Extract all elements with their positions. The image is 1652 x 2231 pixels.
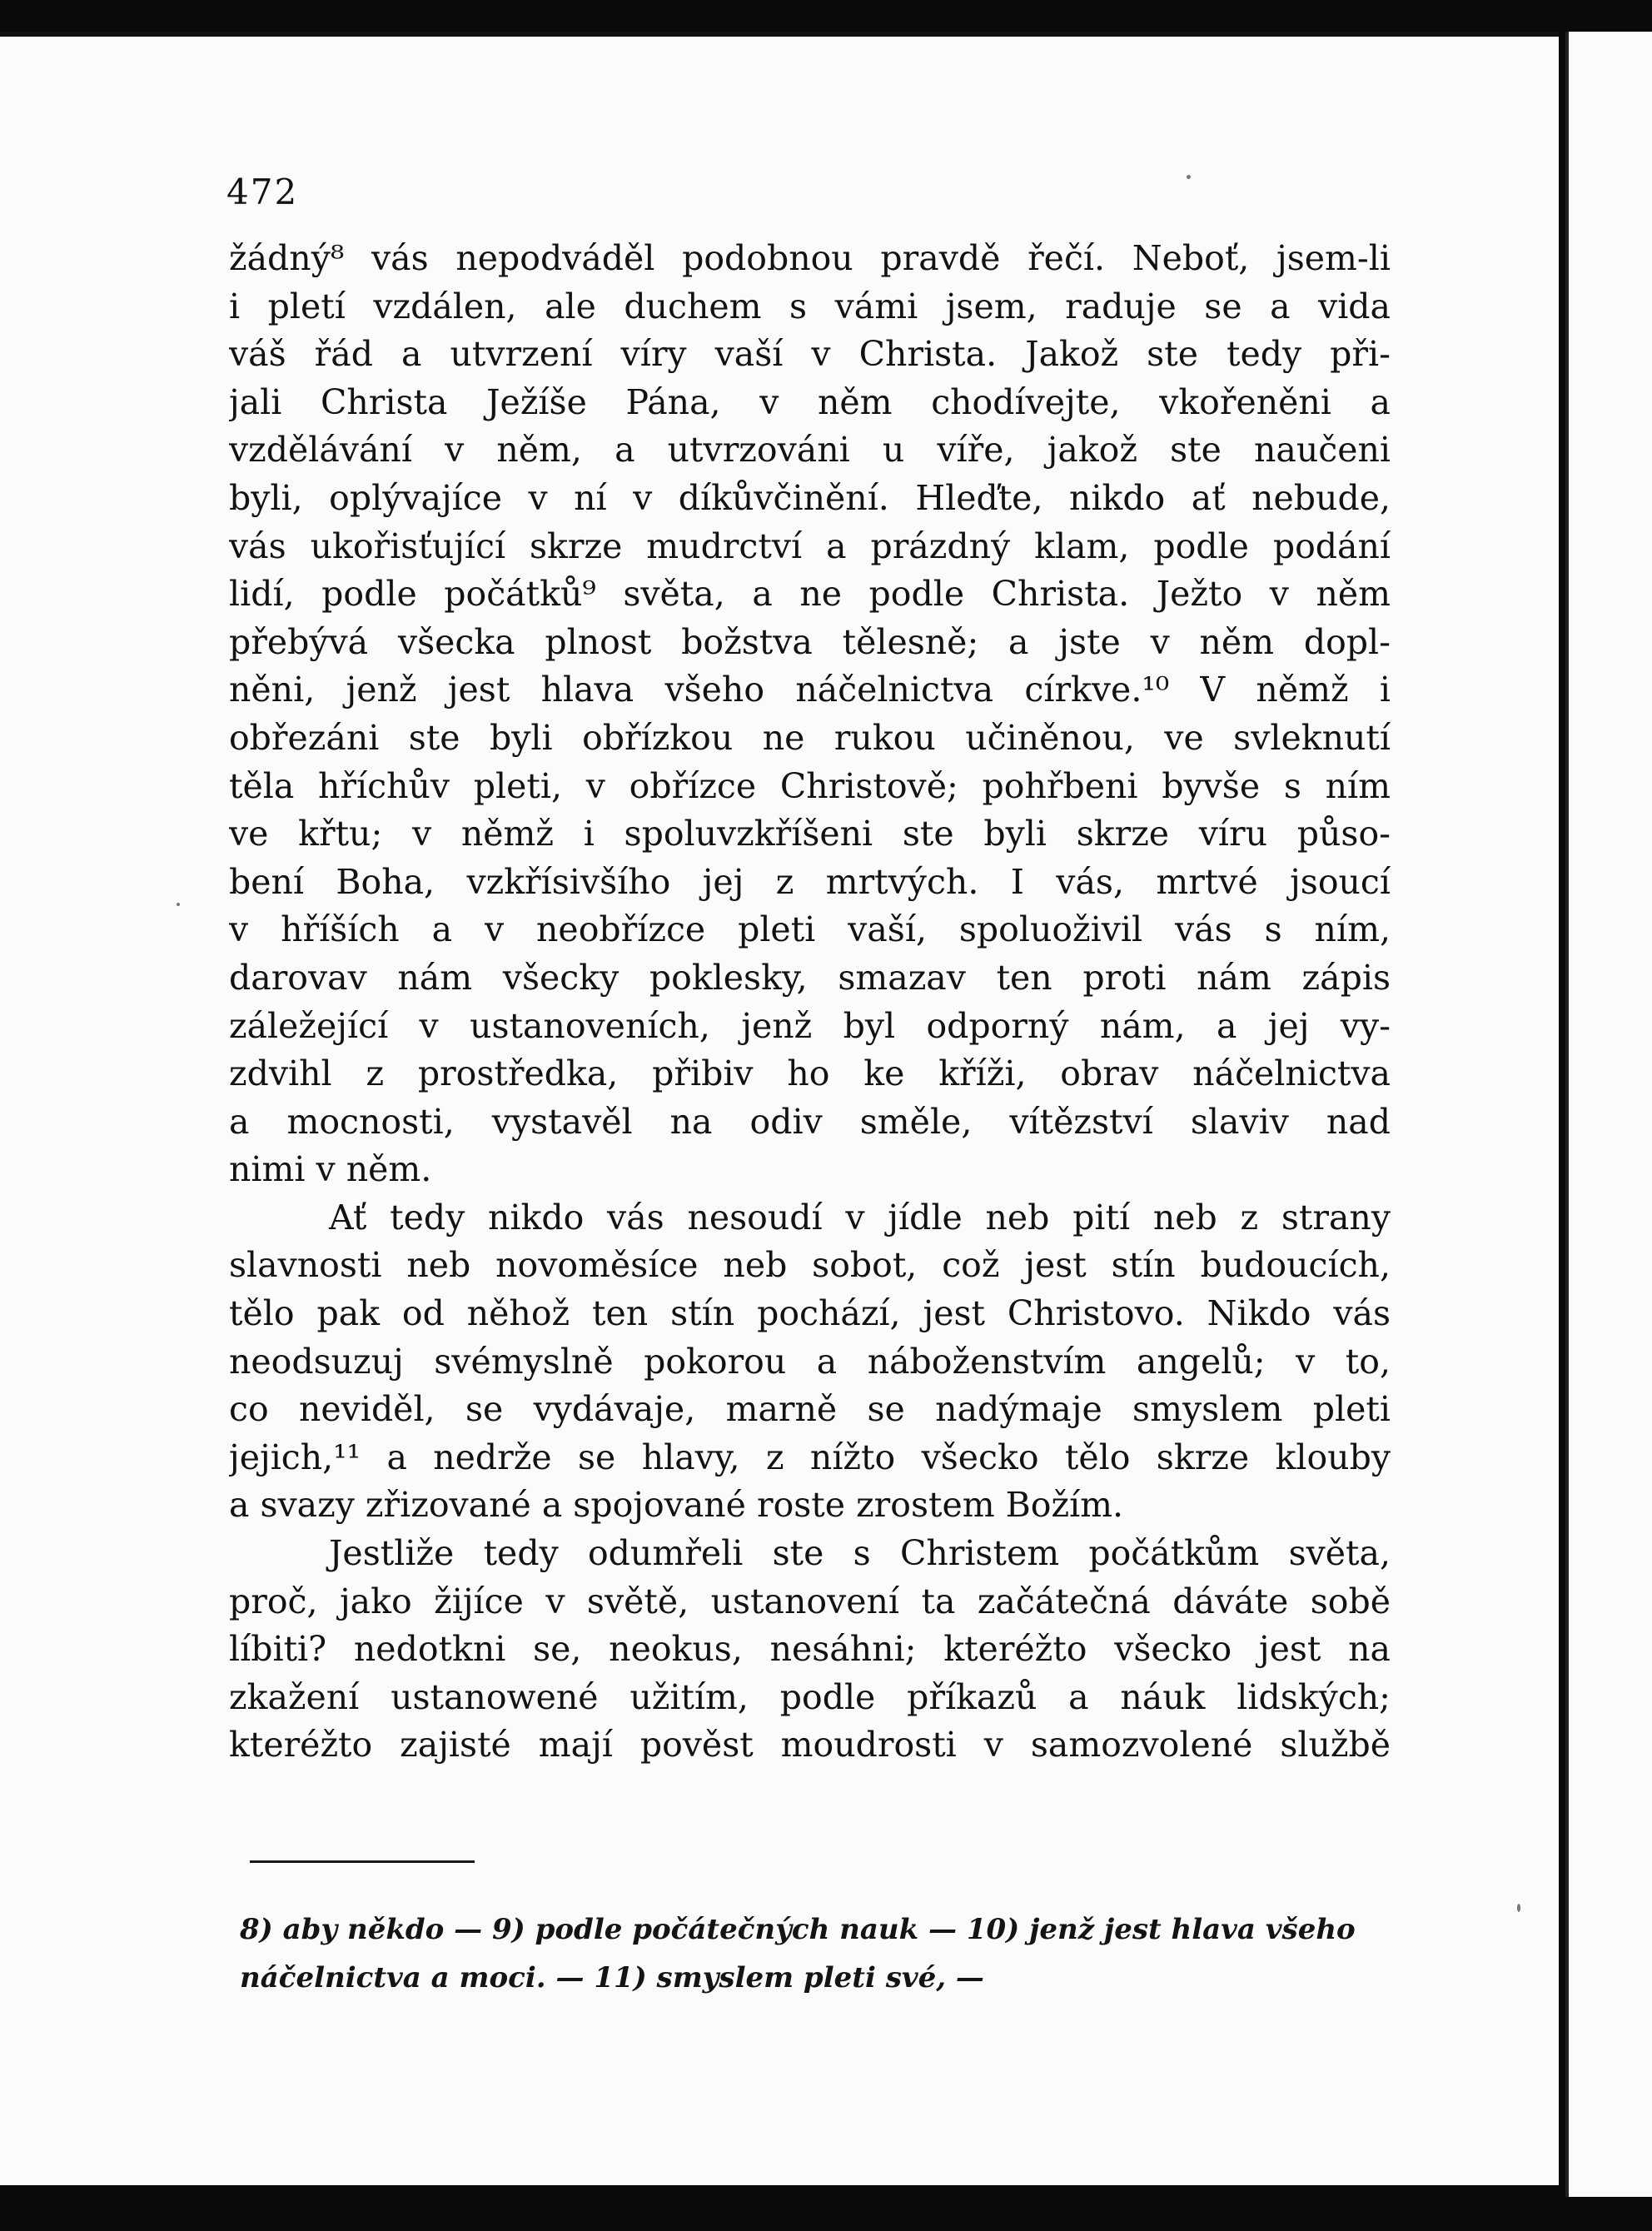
footnote-line: náčelnictva a moci. — 11) smyslem pleti své, — — [240, 1961, 984, 1994]
text-line: i pletí vzdálen, ale duchem s vámi jsem, raduje se a vida — [229, 286, 1391, 326]
text-line: slavnosti neb novoměsíce neb sobot, což jest stín budoucích, — [229, 1245, 1391, 1286]
adjacent-page-edge — [1565, 32, 1652, 2197]
text-line: vzdělávání v něm, a utvrzováni u víře, jakož ste naučeni — [229, 430, 1391, 471]
text-line: a svazy zřizované a spojované roste zrostem Božím. — [229, 1485, 1124, 1526]
scan-speck — [1187, 175, 1191, 179]
text-line: neodsuzuj svémyslně pokorou a náboženstvím angelů; v to, — [229, 1341, 1391, 1382]
text-line: Ať tedy nikdo vás nesoudí v jídle neb pití neb z strany — [329, 1197, 1391, 1238]
text-line: v hříších a v neobřízce pleti vaší, spoluoživil vás s ním, — [229, 909, 1391, 950]
text-line: přebývá všecka plnost božstva tělesně; a jste v něm dopl- — [229, 621, 1391, 662]
text-line: a mocnosti, vystavěl na odiv směle, vítězství slaviv nad — [229, 1101, 1391, 1142]
text-line: žádný⁸ vás nepodváděl podobnou pravdě řečí. Neboť, jsem-li — [229, 238, 1391, 278]
text-line: proč, jako žijíce v světě, ustanovení ta začátečná dáváte sobě — [229, 1581, 1391, 1621]
text-line: váš řád a utvrzení víry vaší v Christa. Jakož ste tedy při- — [229, 334, 1391, 375]
footnote-line: 8) aby někdo — 9) podle počátečných nauk — 10) jenž jest hlava všeho — [240, 1913, 1356, 1946]
text-line: vás ukořisťující skrze mudrctví a prázdný klam, podle podání — [229, 525, 1391, 566]
body-text — [229, 235, 1391, 1770]
text-line: tělo pak od něhož ten stín pochází, jest Christovo. Nikdo vás — [229, 1293, 1391, 1334]
text-line: zkažení ustanowené užitím, podle příkazů a náuk lidských; — [229, 1676, 1391, 1717]
text-line: bení Boha, vzkřísivšího jej z mrtvých. I vás, mrtvé jsoucí — [229, 861, 1391, 902]
text-line: co neviděl, se vydávaje, marně se nadýmaje smyslem pleti — [229, 1389, 1391, 1430]
footnote-separator — [250, 1860, 475, 1863]
scan-speck — [1517, 1904, 1520, 1912]
footnotes — [240, 1905, 1397, 2002]
text-line: jali Christa Ježíše Pána, v něm chodívejte, vkořeněni a — [229, 381, 1391, 422]
text-line: kteréžto zajisté mají pověst moudrosti v samozvolené službě — [229, 1725, 1391, 1765]
text-line: ve křtu; v němž i spoluvzkříšeni ste byli skrze víru půso- — [229, 814, 1391, 854]
scan-speck — [177, 903, 180, 906]
text-line: těla hříchův pleti, v obřízce Christově; pohřbeni byvše s ním — [229, 765, 1391, 806]
text-line: obřezáni ste byli obřízkou ne rukou učiněnou, ve svleknutí — [229, 717, 1391, 758]
text-line: jejich,¹¹ a nedrže se hlavy, z nížto všecko tělo skrze klouby — [229, 1437, 1391, 1477]
text-line: záležející v ustanoveních, jenž byl odporný nám, a jej vy- — [229, 1005, 1391, 1046]
page-number: 472 — [226, 172, 299, 212]
text-line: darovav nám všecky poklesky, smazav ten proti nám zápis — [229, 957, 1391, 998]
text-line: něni, jenž jest hlava všeho náčelnictva církve.¹⁰ V němž i — [229, 670, 1391, 710]
text-line: Jestliže tedy odumřeli ste s Christem počátkům světa, — [329, 1533, 1391, 1574]
text-line: lidí, podle počátků⁹ světa, a ne podle Christa. Ježto v něm — [229, 574, 1391, 615]
text-line: byli, oplývajíce v ní v díkůvčinění. Hleďte, nikdo ať nebude, — [229, 477, 1391, 518]
text-line: zdvihl z prostředka, přibiv ho ke kříži, obrav náčelnictva — [229, 1053, 1391, 1094]
text-line: nimi v něm. — [229, 1149, 432, 1190]
text-line: líbiti? nedotkni se, neokus, nesáhni; kteréžto všecko jest na — [229, 1629, 1391, 1670]
